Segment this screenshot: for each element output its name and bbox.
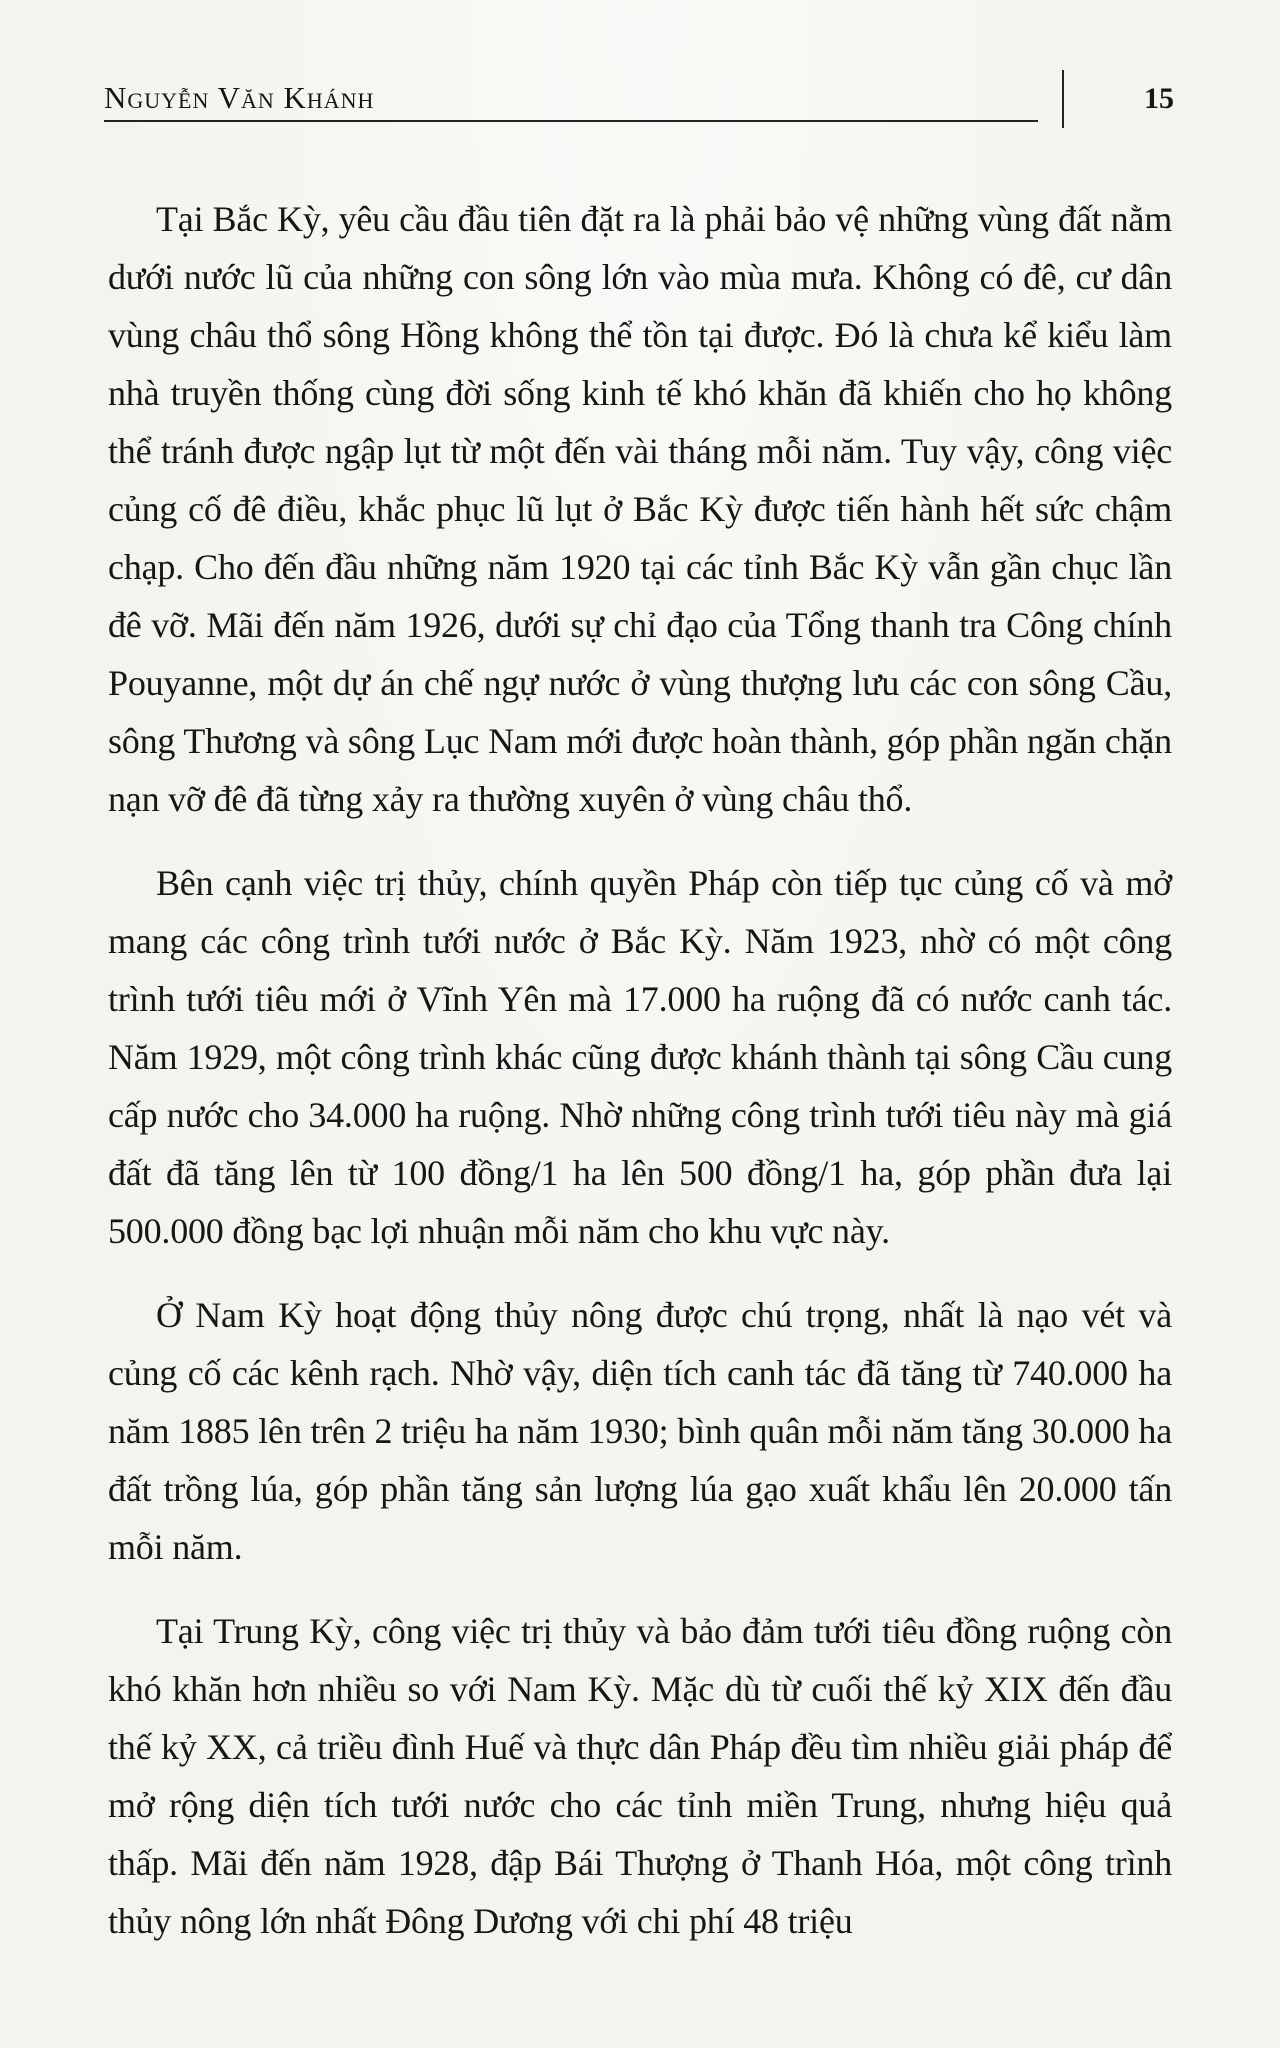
page-number: 15	[1144, 82, 1174, 115]
paragraph-3: Ở Nam Kỳ hoạt động thủy nông được chú trọng, nhất là nạo vét và củng cố các kênh rạch. Nhờ vậy, diện tích canh tác đã tăng từ 740.000 ha năm 1885 lên trên 2 triệu ha năm 1930; bình quân mỗi năm tăng 30.000 ha đất trồng lúa, góp phần tăng sản lượng lúa gạo xuất khẩu lên 20.000 tấn mỗi năm.	[108, 1295, 1172, 1567]
header-rule	[104, 120, 1038, 122]
running-head-author: Nguyễn Văn Khánh	[104, 80, 375, 115]
paragraph-4: Tại Trung Kỳ, công việc trị thủy và bảo đảm tưới tiêu đồng ruộng còn khó khăn hơn nhiều so với Nam Kỳ. Mặc dù từ cuối thế kỷ XIX đến đầu thế kỷ XX, cả triều đình Huế và thực dân Pháp đều tìm nhiều giải pháp để mở rộng diện tích tưới nước cho các tỉnh miền Trung, nhưng hiệu quả thấp. Mãi đến năm 1928, đập Bái Thượng ở Thanh Hóa, một công trình thủy nông lớn nhất Đông Dương với chi phí 48 triệu	[108, 1611, 1172, 1941]
paragraph-1: Tại Bắc Kỳ, yêu cầu đầu tiên đặt ra là phải bảo vệ những vùng đất nằm dưới nước lũ của những con sông lớn vào mùa mưa. Không có đê, cư dân vùng châu thổ sông Hồng không thể tồn tại được. Đó là chưa kể kiểu làm nhà truyền thống cùng đời sống kinh tế khó khăn đã khiến cho họ không thể tránh được ngập lụt từ một đến vài tháng mỗi năm. Tuy vậy, công việc củng cố đê điều, khắc phục lũ lụt ở Bắc Kỳ được tiến hành hết sức chậm chạp. Cho đến đầu những năm 1920 tại các tỉnh Bắc Kỳ vẫn gần chục lần đê vỡ. Mãi đến năm 1926, dưới sự chỉ đạo của Tổng thanh tra Công chính Pouyanne, một dự án chế ngự nước ở vùng thượng lưu các con sông Cầu, sông Thương và sông Lục Nam mới được hoàn thành, góp phần ngăn chặn nạn vỡ đê đã từng xảy ra thường xuyên ở vùng châu thổ.	[108, 199, 1172, 819]
header-divider	[1062, 70, 1064, 128]
page-header	[104, 70, 1176, 130]
paragraph-2: Bên cạnh việc trị thủy, chính quyền Pháp còn tiếp tục củng cố và mở mang các công trình tưới nước ở Bắc Kỳ. Năm 1923, nhờ có một công trình tưới tiêu mới ở Vĩnh Yên mà 17.000 ha ruộng đã có nước canh tác. Năm 1929, một công trình khác cũng được khánh thành tại sông Cầu cung cấp nước cho 34.000 ha ruộng. Nhờ những công trình tưới tiêu này mà giá đất đã tăng lên từ 100 đồng/1 ha lên 500 đồng/1 ha, góp phần đưa lại 500.000 đồng bạc lợi nhuận mỗi năm cho khu vực này.	[108, 863, 1172, 1251]
body-text	[108, 190, 1172, 1976]
